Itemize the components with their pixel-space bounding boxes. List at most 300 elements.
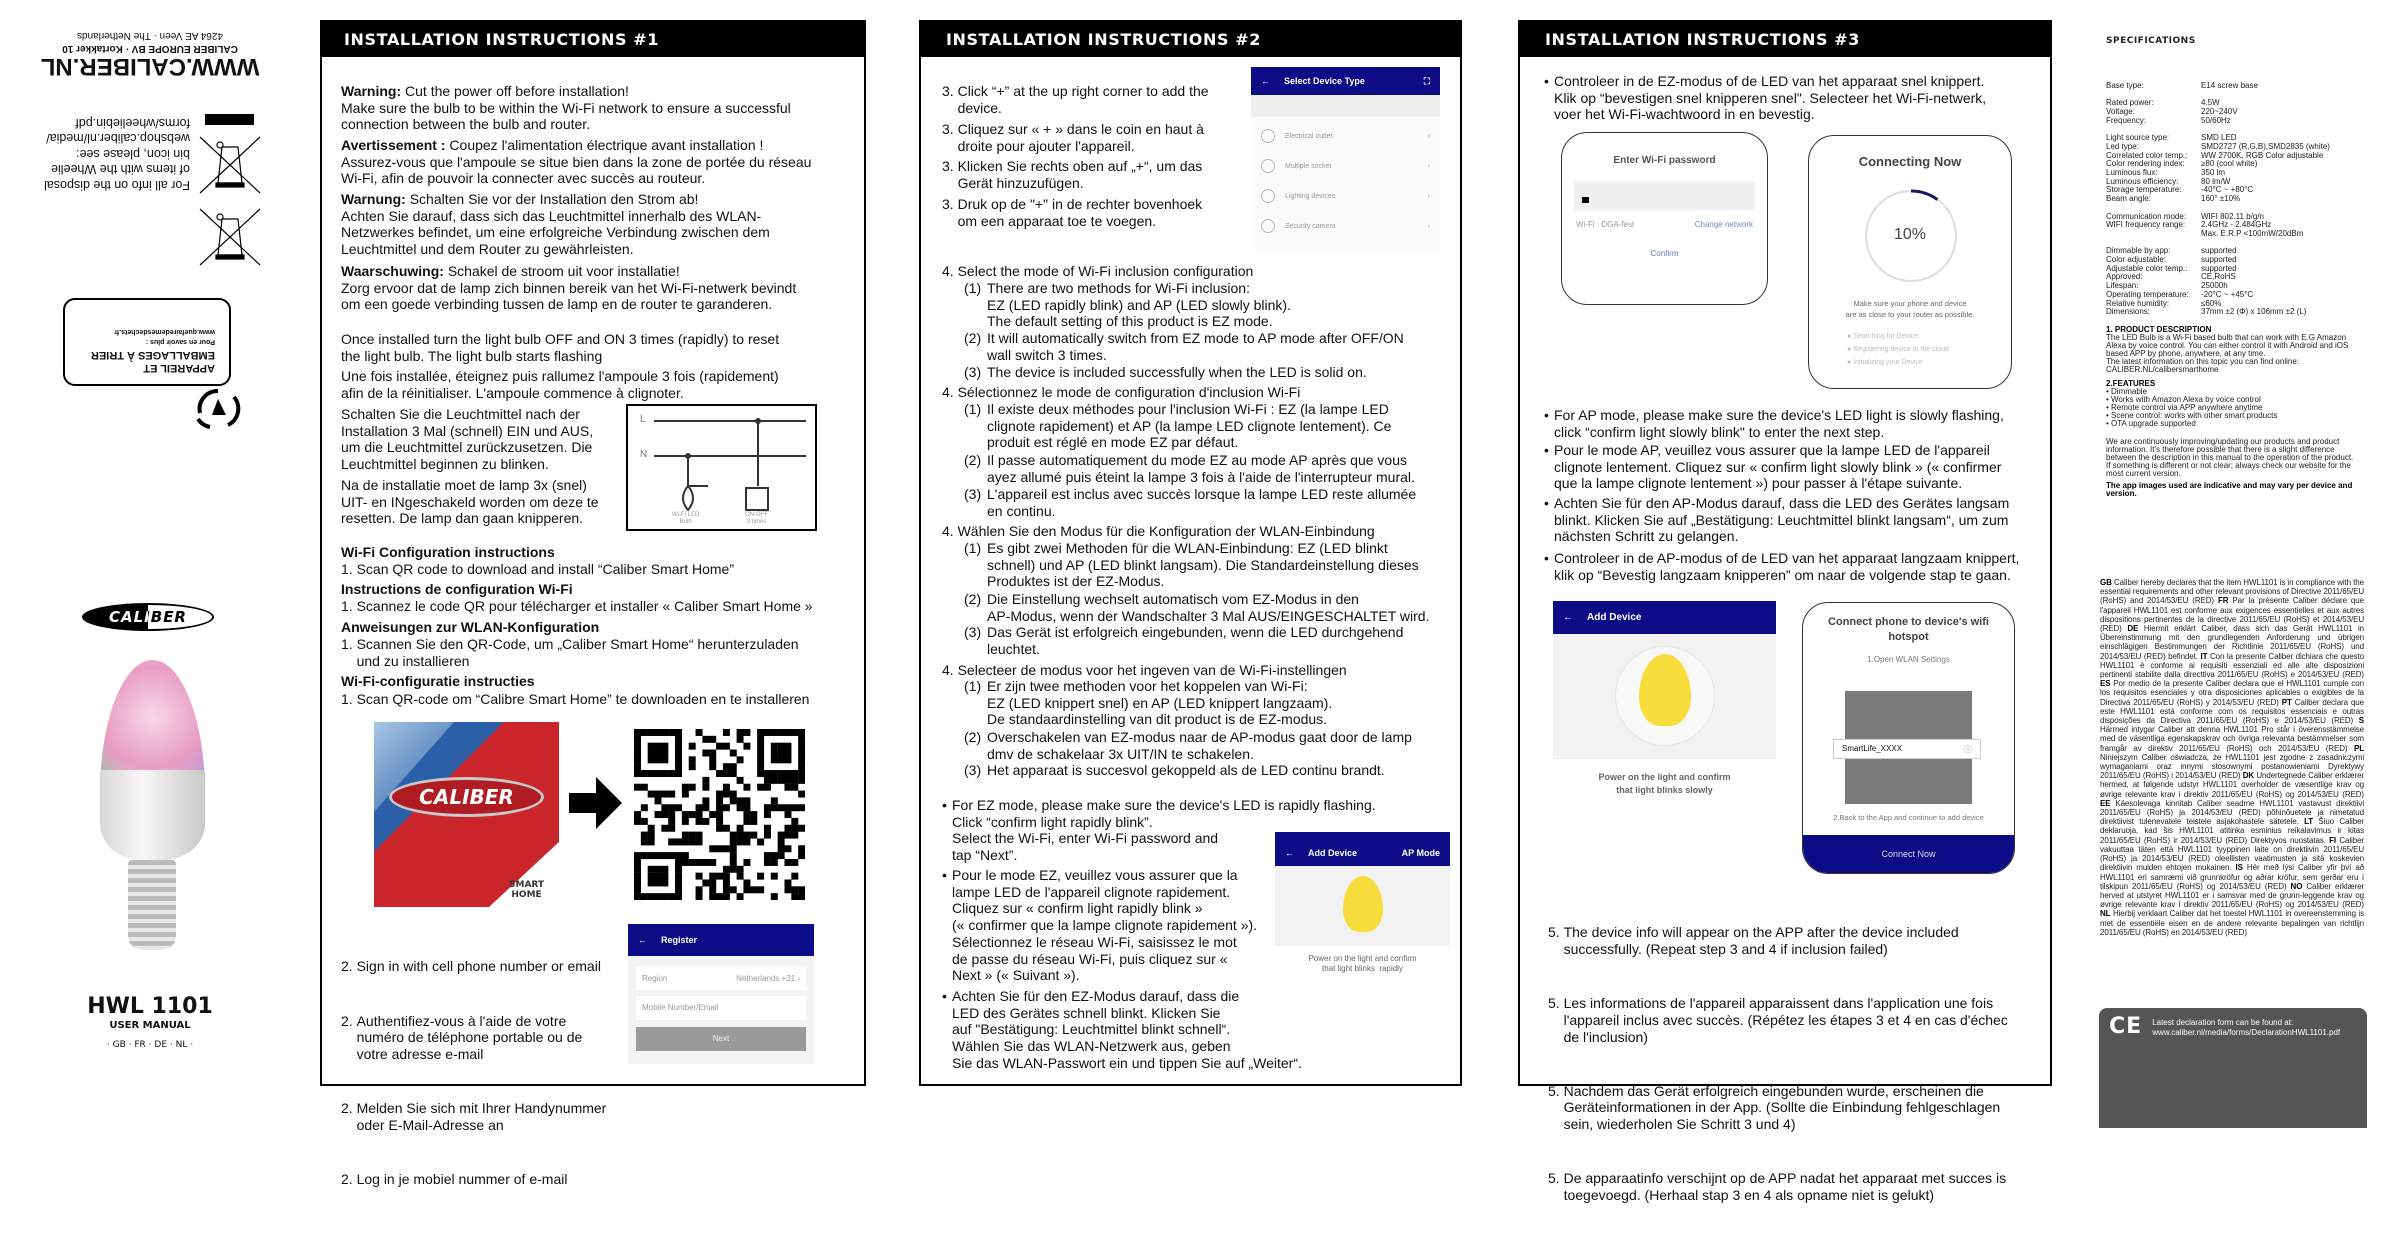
- ce-declaration-text: Latest declaration form can be found at: www.caliber.nl/media/forms/DeclarationHWL1101.pdf: [2152, 1018, 2341, 1037]
- spec-label: Frequency:: [2106, 115, 2147, 125]
- warning-nl: Waarschuwing: Schakel de stroom uit voor installatie! Zorg ervoor dat de lamp zich binnen bereik van het Wi-Fi-netwerk bevindt om een goede verbinding tussen de lamp en de router te garanderen.: [341, 263, 797, 313]
- qr-module: [716, 743, 723, 750]
- qr-module: [655, 729, 662, 736]
- qr-module: [689, 763, 696, 770]
- qr-module: [696, 804, 703, 811]
- qr-module: [655, 811, 662, 818]
- phone-email-input: Mobile Number/Email: [636, 996, 806, 1020]
- qr-module: [737, 893, 744, 900]
- country-code: FR: [2217, 596, 2229, 606]
- qr-module: [737, 866, 744, 873]
- declaration-text: Par la présente Caliber déclare que l'appareil HWL1101 est conforme aux exigences essentielles et aux autres dispositions pertinentes de la directive 2011/65/EU (RoHS) et 2014/53/EU (RED): [2100, 596, 2364, 634]
- qr-module: [716, 818, 723, 825]
- connecting-title: Connecting Now: [1858, 154, 1962, 169]
- spec-value: 25000h: [2201, 281, 2228, 291]
- qr-module: [764, 852, 771, 859]
- qr-module: [743, 879, 750, 886]
- country-code: IS: [2235, 863, 2243, 873]
- qr-module: [682, 832, 689, 839]
- qr-module: [716, 873, 723, 880]
- specs-title: SPECIFICATIONS: [2106, 36, 2196, 46]
- qr-module: [696, 832, 703, 839]
- region-value: Netherlands +31 ›: [736, 973, 800, 983]
- qr-module: [784, 743, 791, 750]
- qr-module: [648, 756, 655, 763]
- config-step-fr: 1. Scannez le code QR pour télécharger et installer « Caliber Smart Home »: [341, 598, 813, 614]
- open-wlan-step: 1.Open WLAN Settings: [1867, 655, 1950, 664]
- spec-value: -20°C ~ +45°C: [2201, 289, 2254, 299]
- warning-de: Warnung: Schalten Sie vor der Installation den Strom ab! Achten Sie darauf, dass sich das Leuchtmittel innerhalb des WLAN- Netzwerkes befindet, um eine erfolgreiche Verbindung zwischen dem Leuchtmittel und dem Router zu gewährleisten.: [341, 191, 770, 258]
- qr-module: [737, 797, 744, 804]
- qr-module: [723, 845, 730, 852]
- qr-module: [791, 804, 798, 811]
- step4-subitem: (1) Es gibt zwei Methoden für die WLAN-Einbindung: EZ (LED blinkt schnell) und AP (LED blinkt langsam). Die Standardeinstellung dieses Produktes ist der EZ-Modus.: [964, 540, 1419, 590]
- qr-module: [771, 729, 778, 736]
- wiring-diagram-icon: [628, 406, 815, 529]
- crossed-bin-icon: [198, 135, 262, 195]
- smart-home-app-icon: [374, 722, 559, 907]
- qr-module: [655, 797, 662, 804]
- reset-fr: Une fois installée, éteignez puis rallumez l'ampoule 3 fois (rapidement) afin de la réinitialiser. L'ampoule commence à clignoter.: [341, 368, 779, 401]
- qr-module: [750, 811, 757, 818]
- qr-module: [791, 873, 798, 880]
- qr-module: [737, 838, 744, 845]
- qr-code: [634, 729, 805, 900]
- qr-module: [778, 750, 785, 757]
- qr-module: [784, 804, 791, 811]
- config-heading-nl: Wi-Fi-configuratie instructies: [341, 673, 535, 689]
- qr-module: [709, 845, 716, 852]
- step2-en: 2. Sign in with cell phone number or email: [341, 958, 601, 975]
- spec-value: SMD2727 (R,G,B),SMD2835 (white): [2201, 141, 2330, 151]
- declaration-text: Caliber vakuuttaa täten että HWL1101 tyyppinen laite on direktiivin 2011/65/EU (RoHS) ja 2014/53/EU (RED) oleellisten vaatimusten ja sitä koskevien direktiivin muiden ehtojen mukainen.: [2100, 835, 2364, 873]
- qr-module: [641, 832, 648, 839]
- qr-module: [661, 729, 668, 736]
- step4-subitem: (3) Das Gerät ist erfolgreich eingebunden, wenn die LED durchgehend leuchtet.: [964, 624, 1404, 657]
- qr-module: [696, 811, 703, 818]
- qr-module: [757, 873, 764, 880]
- qr-module: [716, 811, 723, 818]
- qr-module: [723, 770, 730, 777]
- qr-module: [798, 886, 805, 893]
- language-list: · GB · FR · DE · NL ·: [106, 1040, 194, 1050]
- qr-module: [716, 797, 723, 804]
- qr-module: [648, 729, 655, 736]
- qr-module: [730, 852, 737, 859]
- reset-nl: Na de installatie moet de lamp 3x (snel) UIT- en INgeschakeld worden om deze te resetten. De lamp dan gaan knipperen.: [341, 477, 599, 527]
- spec-value: 50/60Hz: [2201, 115, 2231, 125]
- label-n: N: [640, 449, 648, 460]
- qr-module: [682, 784, 689, 791]
- spec-label: Approved:: [2106, 272, 2143, 282]
- qr-module: [675, 873, 682, 880]
- qr-module: [709, 811, 716, 818]
- qr-module: [641, 804, 648, 811]
- spec-value: -40°C ~ +80°C: [2201, 185, 2254, 195]
- qr-module: [648, 825, 655, 832]
- qr-module: [730, 859, 737, 866]
- qr-module: [648, 791, 655, 798]
- qr-module: [634, 879, 641, 886]
- declaration-text: Con la presente Caliber dichiara che questo HWL1101 è conforme ai requisiti essenziali ed alle alte disposizioni pertinenti stabilite dalla directtiva 2011/65/EU (RoHS) e 2014/53/EU (RED): [2100, 651, 2365, 680]
- qr-module: [689, 743, 696, 750]
- qr-module: [702, 777, 709, 784]
- add-device-ez-screenshot: [1275, 832, 1450, 982]
- connecting-step: ● Initializing your Device: [1847, 359, 1923, 366]
- qr-module: [689, 859, 696, 866]
- qr-module: [661, 873, 668, 880]
- qr-module: [689, 756, 696, 763]
- qr-module: [668, 818, 675, 825]
- description-text: The LED Bulb is a Wi-Fi based bulb that can work with E.G Amazon Alexa by voice control. You can either control it with Android and iOS based APP by phone, anywhere, at any time. The latest information on this topic you can find online: CALIBER.NL/calibersmarthome: [2106, 332, 2349, 374]
- qr-module: [661, 756, 668, 763]
- wifi-password-title: Enter Wi-Fi password: [1613, 155, 1716, 166]
- qr-module: [675, 893, 682, 900]
- qr-module: [668, 770, 675, 777]
- country-code: LT: [2304, 817, 2314, 827]
- ap-bullet-nl: • Controleer in de AP-modus of de LED van het apparaat langzaam knippert, klik op “Bevestig langzaam knipperen” om naar de volgende stap te gaan.: [1544, 550, 2020, 583]
- qr-module: [730, 770, 737, 777]
- device-type-label: Electrical outlet: [1285, 132, 1333, 140]
- spec-label: Lifespan:: [2106, 281, 2139, 291]
- qr-module: [634, 811, 641, 818]
- qr-module: [730, 866, 737, 873]
- qr-module: [743, 832, 750, 839]
- qr-module: [675, 729, 682, 736]
- qr-module: [784, 770, 791, 777]
- declaration-text: Hierbij verklaart Caliber dat het toestel HWL1101 in overeenstemming is met de essentiële eisen en de andere relevante bepalingen van richtlijn 2011/65/EU (RoHS) en 2014/53/EU (RED): [2100, 909, 2364, 937]
- triman-title: APPAREIL ET EMBALLAGES À TRIER: [90, 349, 215, 374]
- qr-module: [682, 838, 689, 845]
- qr-module: [648, 852, 655, 859]
- qr-module: [696, 729, 703, 736]
- spec-value: CE,RoHS: [2201, 272, 2236, 282]
- step4-subitem: (2) Overschakelen van EZ-modus naar de AP-modus gaat door de lamp dmv de schakelaar 3x UIT/IN te schakelen.: [964, 729, 1412, 762]
- qr-module: [784, 750, 791, 757]
- change-network-link: Change network: [1694, 220, 1753, 229]
- spec-value: WIFI 802.11 b/g/n: [2201, 211, 2264, 221]
- qr-module: [634, 763, 641, 770]
- wiring-schematic: [626, 404, 817, 531]
- qr-module: [661, 750, 668, 757]
- qr-module: [661, 791, 668, 798]
- qr-module: [723, 784, 730, 791]
- qr-module: [702, 797, 709, 804]
- qr-module: [641, 852, 648, 859]
- spec-value: E14 screw base: [2201, 81, 2258, 90]
- qr-module: [661, 825, 668, 832]
- config-heading-de: Anweisungen zur WLAN-Konfiguration: [341, 619, 600, 635]
- qr-module: [682, 791, 689, 798]
- qr-module: [737, 736, 744, 743]
- qr-module: [655, 770, 662, 777]
- declaration-text: Caliber hereby declares that the item HWL1101 is in compliance with the essential requirements and other relevant provisions of Directive 2011/65/EU (RoHS) and 2014/53/EU (RED): [2100, 578, 2364, 606]
- spec-row: [2106, 108, 2378, 117]
- declaration-text: Niniejszym Caliber oświadcza, że HWL1101 jest zgodne z zasadniczymi wymaganiami oraz innymi stosownymi postanowieniami Dyrektywy 2011/65/EU (RoHS) i 2014/53/EU (RED): [2100, 752, 2364, 781]
- config-step-nl: 1. Scan QR-code om “Calibre Smart Home” te downloaden en te installeren: [341, 691, 810, 707]
- qr-module: [648, 893, 655, 900]
- qr-module: [668, 811, 675, 818]
- add-device-caption: Power on the light and confirm that light blinks rapidly: [1308, 954, 1417, 973]
- qr-module: [675, 804, 682, 811]
- qr-module: [696, 859, 703, 866]
- next-button: Next: [636, 1027, 806, 1051]
- qr-module: [771, 859, 778, 866]
- qr-module: [675, 859, 682, 866]
- country-code: S: [2358, 716, 2364, 726]
- step5-en: 5. The device info will appear on the APP after the device included successfully. (Repeat step 3 and 4 if inclusion failed): [1548, 924, 1959, 958]
- spec-row: [2106, 308, 2378, 317]
- back-arrow-icon: ←: [1261, 75, 1270, 86]
- qr-module: [757, 763, 764, 770]
- qr-module: [702, 784, 709, 791]
- panel-installation-2: [919, 20, 1462, 1086]
- company-line: CALIBER EUROPE BV · Kortakker 10: [62, 43, 238, 54]
- qr-module: [798, 791, 805, 798]
- spec-row: [2106, 99, 2378, 108]
- qr-module: [709, 736, 716, 743]
- qr-module: [702, 736, 709, 743]
- qr-module: [634, 866, 641, 873]
- declaration-text: Hiermit erklärt Caliber, dass sich das Gerät HWL1101 in Übereinstimmung mit den grundlegenden Anforderung und übrigen einschlägigen Bestimmungen der Richtlinie 2011/65/EU (RoHS) und 2014/53/EU (RED) befindet.: [2100, 624, 2365, 661]
- qr-module: [723, 893, 730, 900]
- back-arrow-icon: ←: [1563, 611, 1573, 623]
- qr-module: [661, 852, 668, 859]
- qr-module: [778, 804, 785, 811]
- config-heading-fr: Instructions de configuration Wi-Fi: [341, 581, 573, 597]
- user-manual-label: USER MANUAL: [109, 1020, 191, 1031]
- qr-module: [737, 873, 744, 880]
- spec-value: supported: [2201, 246, 2237, 256]
- qr-module: [743, 743, 750, 750]
- specs-table: [2106, 82, 2378, 317]
- qr-module: [723, 879, 730, 886]
- panel-installation-3: [1518, 20, 2052, 1203]
- qr-module: [730, 750, 737, 757]
- qr-module: [709, 859, 716, 866]
- country-code: DK: [2242, 771, 2255, 781]
- declaration-text: Undertegnede Caliber erklærer hermed, at følgende udstyr HWL1101 overholder de væsentlige krav og øvrige relevante krav i direktiv 2011/65/EU (RoHS) og 2014/53/EU (RED): [2100, 771, 2364, 799]
- spec-label: Dimensions:: [2106, 307, 2151, 317]
- qr-module: [661, 743, 668, 750]
- qr-module: [771, 743, 778, 750]
- qr-module: [641, 893, 648, 900]
- config-step-en: 1. Scan QR code to download and install “Caliber Smart Home”: [341, 561, 734, 577]
- connecting-note: Make sure your phone and device are as close to your router as possible.: [1845, 299, 1975, 319]
- qr-module: [675, 743, 682, 750]
- qr-module: [764, 777, 771, 784]
- qr-module: [750, 832, 757, 839]
- qr-module: [757, 729, 764, 736]
- qr-module: [641, 784, 648, 791]
- qr-module: [743, 811, 750, 818]
- qr-module: [757, 838, 764, 845]
- spec-label: Dimmable by app:: [2106, 246, 2171, 256]
- qr-module: [709, 763, 716, 770]
- qr-module: [791, 729, 798, 736]
- confirm-link: Confirm: [1650, 249, 1679, 258]
- qr-module: [682, 818, 689, 825]
- qr-module: [798, 845, 805, 852]
- qr-module: [798, 770, 805, 777]
- spec-label: Storage temperature:: [2106, 185, 2182, 195]
- qr-module: [771, 893, 778, 900]
- qr-module: [696, 838, 703, 845]
- qr-module: [675, 763, 682, 770]
- step3-fr: 3. Cliquez sur « + » dans le coin en haut à droite pour ajouter l'appareil.: [942, 121, 1204, 154]
- qr-module: [675, 866, 682, 873]
- step2-fr: 2. Authentifiez-vous à l'aide de votre numéro de téléphone portable ou de votre adresse e-mail: [341, 1012, 583, 1062]
- qr-module: [743, 818, 750, 825]
- country-code: EE: [2100, 798, 2111, 808]
- qr-module: [668, 729, 675, 736]
- device-type-label: Lighting devices: [1285, 192, 1336, 200]
- qr-module: [682, 859, 689, 866]
- country-code: ES: [2100, 679, 2111, 689]
- wifi-info-icon: ⓘ: [1964, 745, 1972, 754]
- qr-module: [648, 838, 655, 845]
- qr-module: [784, 886, 791, 893]
- lock-icon: [1582, 197, 1589, 203]
- qr-module: [791, 777, 798, 784]
- spec-label: Relative humidity:: [2106, 298, 2170, 308]
- spec-label: WIFI frequency range:: [2106, 220, 2186, 230]
- qr-module: [716, 845, 723, 852]
- qr-module: [778, 832, 785, 839]
- qr-module: [668, 791, 675, 798]
- step2-list: [341, 925, 606, 1221]
- qr-module: [791, 893, 798, 900]
- step5-de: 5. Nachdem das Gerät erfolgreich eingebunden wurde, erscheinen die Geräteinformationen in der App. (Sollte die Einbindung fehlgeschlagen sein, wiederholen Sie Schritt 3 und 4): [1548, 1082, 2001, 1133]
- qr-module: [723, 873, 730, 880]
- spec-value: ≥80 (cool white): [2201, 159, 2258, 169]
- qr-module: [737, 825, 744, 832]
- label-bulb: Wi-Fi LED Bulb: [672, 512, 700, 525]
- ap-bullet-de: • Achten Sie für den AP-Modus darauf, dass die LED des Gerätes langsam blinkt. Klicken Sie auf „Bestätigung: Leuchtmittel blinkt langsam“, um zum nächsten Schritt zu gelangen.: [1544, 495, 2010, 545]
- qr-module: [791, 832, 798, 839]
- qr-module: [798, 729, 805, 736]
- register-title: Register: [661, 934, 698, 945]
- qr-module: [743, 729, 750, 736]
- qr-module: [743, 838, 750, 845]
- ez-bullet-de: • Achten Sie für den EZ-Modus darauf, dass die LED des Gerätes schnell blinkt. Klicken Sie auf "Bestätigung: Leuchtmittel blinkt schnell“. Wählen Sie das WLAN-Netzwerk aus, geben Sie das WLAN-Passwort ein und tippen Sie auf „Weiter“.: [942, 988, 1302, 1071]
- qr-module: [784, 777, 791, 784]
- qr-module: [764, 729, 771, 736]
- qr-module: [723, 804, 730, 811]
- country-code: IT: [2200, 651, 2208, 661]
- qr-module: [723, 886, 730, 893]
- qr-module: [668, 893, 675, 900]
- step5-fr: 5. Les informations de l'appareil apparaissent dans l'application une fois l'appareil inclus avec succès. (Répétez les étapes 3 et 4 en cas d'échec de l'inclusion): [1548, 995, 2008, 1045]
- qr-module: [634, 873, 641, 880]
- spec-value: Max. E.R.P <100mW/20dBm: [2201, 228, 2304, 238]
- qr-module: [784, 832, 791, 839]
- qr-module: [784, 859, 791, 866]
- qr-module: [764, 811, 771, 818]
- spec-label: Voltage:: [2106, 107, 2135, 117]
- reset-de: Schalten Sie die Leuchtmittel nach der Installation 3 Mal (schnell) EIN und AUS, um die Leuchtmittel zurückzusetzen. Die Leuchtmittel beginnen zu blinken.: [341, 406, 594, 473]
- step2-de: 2. Melden Sie sich mit Ihrer Handynummer oder E-Mail-Adresse an: [341, 1100, 607, 1133]
- spec-row: [2106, 273, 2378, 282]
- spec-label: Luminous flux:: [2106, 168, 2158, 177]
- qr-module: [791, 770, 798, 777]
- spec-value: 350 lm: [2201, 168, 2226, 177]
- step4-subitem: (2) Die Einstellung wechselt automatisch vom EZ-Modus in den AP-Modus, wenn der Wandschalter 3 Mal AUS/EINGESCHALTET wird.: [964, 591, 1430, 624]
- spec-label: Communication mode:: [2106, 211, 2187, 221]
- qr-module: [771, 852, 778, 859]
- spec-label: Color rendering index:: [2106, 159, 2185, 169]
- qr-module: [655, 743, 662, 750]
- qr-module: [689, 784, 696, 791]
- panel-title: INSTALLATION INSTRUCTIONS #2: [921, 22, 1460, 57]
- spec-label: Correlated color temp.:: [2106, 150, 2188, 160]
- qr-module: [723, 825, 730, 832]
- qr-module: [757, 743, 764, 750]
- spec-label: Beam angle:: [2106, 194, 2151, 204]
- smartlife-network-row: [1833, 739, 1981, 759]
- step3-en: 3. Click “+” at the up right corner to add the device.: [942, 83, 1209, 116]
- qr-module: [702, 804, 709, 811]
- qr-module: [798, 743, 805, 750]
- spec-label: Led type:: [2106, 141, 2139, 151]
- qr-module: [689, 838, 696, 845]
- qr-module: [723, 743, 730, 750]
- qr-module: [648, 750, 655, 757]
- qr-module: [798, 804, 805, 811]
- spec-label: Light source type:: [2106, 133, 2170, 143]
- qr-module: [784, 784, 791, 791]
- qr-module: [730, 886, 737, 893]
- qr-module: [716, 804, 723, 811]
- progress-percent: 10%: [1893, 226, 1927, 243]
- step3-de: 3. Klicken Sie rechts oben auf „+“, um das Gerät hinzuzufügen.: [942, 158, 1203, 191]
- qr-module: [791, 784, 798, 791]
- qr-module: [798, 825, 805, 832]
- caliber-logo: [82, 603, 214, 631]
- qr-module: [757, 784, 764, 791]
- qr-module: [743, 859, 750, 866]
- qr-module: [764, 825, 771, 832]
- qr-module: [771, 750, 778, 757]
- qr-module: [689, 832, 696, 839]
- qr-module: [696, 873, 703, 880]
- qr-module: [778, 756, 785, 763]
- qr-module: [648, 770, 655, 777]
- step5-nl: 5. De apparaatinfo verschijnt op de APP nadat het apparaat met succes is toegevoegd. (Herhaal stap 3 en 4 als opname niet is gelukt): [1548, 1170, 2007, 1203]
- step4-subitem: (3) L'appareil est inclus avec succès lorsque la lampe LED reste allumée en continu.: [964, 486, 1417, 519]
- qr-module: [730, 791, 737, 798]
- qr-module: [641, 838, 648, 845]
- label-l: L: [640, 414, 646, 425]
- qr-module: [634, 859, 641, 866]
- country-code: NO: [2290, 881, 2303, 891]
- qr-module: [778, 845, 785, 852]
- qr-module: [730, 763, 737, 770]
- qr-module: [798, 852, 805, 859]
- bulb-image: [95, 660, 210, 960]
- qr-module: [702, 750, 709, 757]
- step3-nl: 3. Druk op de "+" in de rechter bovenhoek om een apparaat toe te voegen.: [942, 196, 1203, 229]
- spec-row: [2106, 195, 2378, 204]
- country-code: FI: [2329, 835, 2337, 845]
- qr-module: [709, 886, 716, 893]
- back-arrow-icon: ←: [1285, 847, 1294, 858]
- spec-row: [2106, 265, 2378, 274]
- qr-module: [648, 743, 655, 750]
- qr-module: [661, 879, 668, 886]
- spec-group: [2106, 82, 2378, 91]
- qr-module: [634, 818, 641, 825]
